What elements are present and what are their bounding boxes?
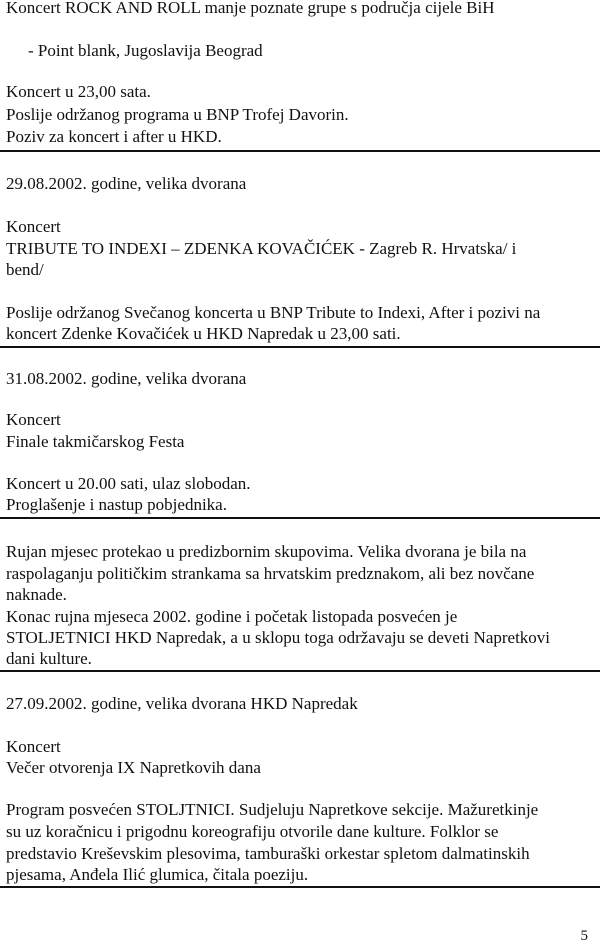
entry-2-text-line-2: Proglašenje i nastup pobjednika.	[6, 495, 227, 514]
divider-1	[0, 150, 600, 152]
intro-program-line: Poslije održanog programa u BNP Trofej Davorin.	[6, 105, 349, 124]
entry-3-text-line-1: Program posvećen STOLJTNICI. Sudjeluju Napretkove sekcije. Mažuretkinje	[6, 800, 539, 819]
entry-1-text-line-1: Poslije održanog Svečanog koncerta u BNP Tribute to Indexi, After i pozivi na	[6, 303, 541, 322]
note-line-6: dani kulture.	[6, 649, 92, 668]
intro-invite-line: Poziv za koncert i after u HKD.	[6, 127, 222, 146]
intro-band-line: - Point blank, Jugoslavija Beograd	[28, 41, 263, 60]
note-line-4: Konac rujna mjeseca 2002. godine i početak listopada posvećen je	[6, 607, 458, 626]
divider-4	[0, 670, 600, 672]
entry-2-type: Koncert	[6, 410, 61, 429]
entry-3-text-line-2: su uz koračnicu i prigodnu koreografiju otvorile dane kulture. Folklor se	[6, 822, 499, 841]
intro-line-1: Koncert ROCK AND ROLL manje poznate grupe s područja cijele BiH	[6, 0, 495, 17]
entry-3-title: Večer otvorenja IX Napretkovih dana	[6, 758, 261, 777]
divider-3	[0, 517, 600, 519]
note-line-2: raspolaganju političkim strankama sa hrvatskim predznakom, ali bez novčane	[6, 564, 535, 583]
entry-2-title: Finale takmičarskog Festa	[6, 432, 185, 451]
entry-3-text-line-3: predstavio Kreševskim plesovima, tamburaški orkestar spletom dalmatinskih	[6, 844, 530, 863]
entry-1-title-line-2: bend/	[6, 260, 44, 279]
entry-3-date: 27.09.2002. godine, velika dvorana HKD Napredak	[6, 694, 358, 713]
entry-2-date: 31.08.2002. godine, velika dvorana	[6, 369, 247, 388]
note-line-5: STOLJETNICI HKD Napredak, a u sklopu toga održavaju se deveti Napretkovi	[6, 628, 551, 647]
divider-5	[0, 886, 600, 888]
entry-1-text-line-2: koncert Zdenke Kovačićek u HKD Napredak u 23,00 sati.	[6, 324, 401, 343]
entry-3-text-line-4: pjesama, Anđela Ilić glumica, čitala poeziju.	[6, 865, 309, 884]
entry-3-type: Koncert	[6, 737, 61, 756]
page-number: 5	[580, 928, 588, 944]
note-line-3: naknade.	[6, 585, 67, 604]
entry-1-date: 29.08.2002. godine, velika dvorana	[6, 174, 247, 193]
intro-time-line: Koncert u 23,00 sata.	[6, 82, 151, 101]
divider-2	[0, 346, 600, 348]
entry-1-type: Koncert	[6, 217, 61, 236]
entry-1-title-line-1: TRIBUTE TO INDEXI – ZDENKA KOVAČIĆEK - Zagreb R. Hrvatska/ i	[6, 239, 517, 258]
note-line-1: Rujan mjesec protekao u predizbornim skupovima. Velika dvorana je bila na	[6, 542, 527, 561]
entry-2-text-line-1: Koncert u 20.00 sati, ulaz slobodan.	[6, 474, 251, 493]
